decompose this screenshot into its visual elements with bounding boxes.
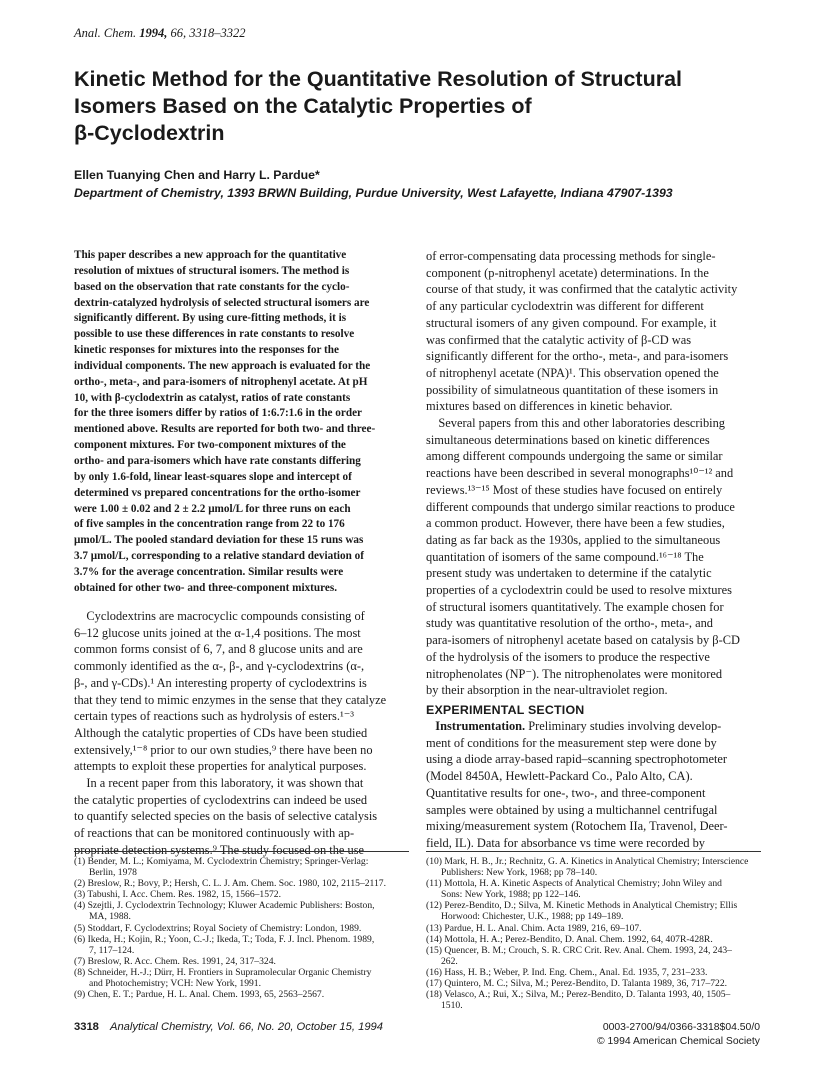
page-footer (74, 1021, 383, 1033)
reference-line: Publishers: New York, 1968; pp 78–140. (441, 867, 598, 879)
abstract-line: ortho- and para-isomers which have rate constants differing (74, 454, 361, 467)
body-text-line: structural isomers of any given compound. For example, it (426, 315, 717, 330)
abstract-line: were 1.00 ± 0.02 and 2 ± 2.2 μmol/L for three runs on each (74, 502, 351, 515)
body-text-line: using a diode array-based rapid–scanning spectrophotometer (426, 752, 728, 767)
body-text-line: study was quantitative resolution of the ortho-, meta-, and (426, 616, 713, 631)
body-text-line: significantly different for the ortho-, meta-, and para-isomers (426, 349, 729, 364)
abstract (74, 248, 409, 597)
reference-line: Berlin, 1978 (89, 867, 137, 879)
body-text-line: different compounds that undergo similar reactions to produce (426, 499, 735, 514)
abstract-line: determined vs prepared concentrations for the ortho-isomer (74, 486, 361, 499)
body-text-line: extensively,¹⁻⁸ prior to our own studies,⁹ there have been no (74, 742, 373, 757)
abstract-line: 3.7% for the average concentration. Similar results were (74, 565, 344, 578)
reference-line: (17) Quintero, M. C.; Silva, M.; Perez-Bendito, D. Talanta 1989, 36, 717–722. (426, 978, 728, 990)
body-text-line: of error-compensating data processing methods for single- (426, 249, 716, 263)
references-divider (74, 851, 409, 852)
author-list: Ellen Tuanying Chen and Harry L. Pardue* (74, 168, 320, 182)
reference-line: (13) Pardue, H. L. Anal. Chim. Acta 1989, 216, 69–107. (426, 922, 642, 934)
title-line: Isomers Based on the Catalytic Properties of (74, 94, 532, 118)
reference-line: and Photochemistry; VCH: New York, 1991. (89, 978, 261, 990)
body-text-line: of any particular cyclodextrin was different for different (426, 299, 704, 314)
left-column-body (74, 608, 409, 859)
abstract-line: μmol/L. The pooled standard deviation for these 15 runs was (74, 534, 364, 547)
references-list-right (426, 856, 761, 1011)
body-text-line: properties of a cyclodextrin could be used to resolve mixtures (426, 583, 732, 598)
body-text-line: attempts to exploit these properties for analytical purposes. (74, 759, 367, 774)
abstract-line: 10, with β-cyclodextrin as catalyst, ratios of rate constants (74, 391, 351, 404)
reference-line: (14) Mottola, H. A.; Perez-Bendito, D. Anal. Chem. 1992, 64, 407R-428R. (426, 933, 713, 945)
article-code: 0003-2700/94/0366-3318$04.50/0 (602, 1022, 760, 1033)
body-text-line: nitrophenolates (NP⁻). The nitrophenolates were monitored (426, 666, 723, 681)
body-text-line: that they tend to mimic enzymes in the sense that they catalyze (74, 692, 387, 707)
reference-line: (15) Quencer, B. M.; Crouch, S. R. CRC Crit. Rev. Anal. Chem. 1993, 24, 243– (426, 944, 732, 956)
abstract-line: component mixtures. For two-component mixtures of the (74, 439, 346, 452)
reference-line: (6) Ikeda, H.; Kojin, R.; Yoon, C.-J.; Ikeda, T.; Toda, F. J. Incl. Phenom. 1989, (74, 933, 375, 945)
reference-line: (11) Mottola, H. A. Kinetic Aspects of Analytical Chemistry; John Wiley and (426, 878, 722, 890)
references-list-left (74, 856, 409, 1000)
body-text-line (426, 718, 761, 735)
body-text-line: mixing/measurement system (Rotochem IIa, Travenol, Deer- (426, 819, 728, 834)
reference-line: (8) Schneider, H.-J.; Dürr, H. Frontiers in Supramolecular Organic Chemistry (74, 966, 372, 978)
body-text-line: field, IL). Data for absorbance vs time were recorded by (426, 835, 706, 850)
body-text-line: samples were obtained by using a multichannel centrifugal (426, 802, 718, 817)
abstract-line: by only 1.6-fold, linear least-squares slope and intercept of (74, 470, 352, 483)
reference-line: (7) Breslow, R. Acc. Chem. Res. 1991, 24, 317–324. (74, 955, 276, 967)
reference-line: (3) Tabushi, I. Acc. Chem. Res. 1982, 15, 1566–1572. (74, 889, 281, 901)
abstract-line: This paper describes a new approach for the quantitative (74, 249, 347, 261)
body-text-line: mixtures based on differences in kinetic behavior. (426, 399, 673, 414)
body-text-line: was confirmed that the catalytic activity of β-CD was (426, 332, 692, 347)
reference-line: (9) Chen, E. T.; Pardue, H. L. Anal. Chem. 1993, 65, 2563–2567. (74, 989, 325, 1001)
reference-line: 262. (441, 955, 458, 967)
abstract-line: dextrin-catalyzed hydrolysis of selected structural isomers are (74, 296, 370, 309)
journal-volume: 66, (170, 26, 187, 40)
body-text-line: to quantify selected species on the basis of selective catalysis (74, 809, 378, 824)
author-affiliation: Department of Chemistry, 1393 BRWN Building, Purdue University, West Lafayette, Indiana 47907-1393 (74, 186, 673, 200)
body-text-run: Preliminary studies involving develop- (525, 719, 722, 733)
abstract-line: 3.7 μmol/L, corresponding to a relative standard deviation of (74, 550, 364, 563)
references-divider (426, 851, 761, 852)
body-text-line: ment of conditions for the measurement step were done by (426, 735, 717, 750)
reference-line: (16) Hass, H. B.; Weber, P. Ind. Eng. Chem., Anal. Ed. 1935, 7, 231–233. (426, 966, 708, 978)
body-text-line: of structural isomers quantitatively. The example chosen for (426, 599, 724, 614)
body-text-line: commonly identified as the α-, β-, and γ-cyclodextrins (α-, (74, 659, 365, 674)
body-text-line: component (p-nitrophenyl acetate) determinations. In the (426, 265, 709, 280)
body-text-line: possibility of simulatneous quantitation of these isomers in (426, 382, 719, 397)
body-text-line: dating as far back as the 1930s, applied to the simultaneous (426, 532, 721, 547)
journal-name: Anal. Chem. (74, 26, 137, 40)
body-text-line: propriate detection systems.⁹ The study focused on the use (74, 842, 365, 857)
abstract-line: ortho-, meta-, and para-isomers of nitrophenyl acetate. At pH (74, 375, 368, 388)
article-title (74, 66, 774, 147)
reference-line: (2) Breslow, R.; Bovy, P.; Hersh, C. L. J. Am. Chem. Soc. 1980, 102, 2115–2117. (74, 878, 386, 890)
body-text-line: present study was undertaken to determine if the catalytic (426, 566, 712, 581)
body-text-line: simultaneous determinations based on kinetic differences (426, 432, 710, 447)
abstract-line: kinetic responses for mixtures into the responses for the (74, 344, 339, 357)
page-number: 3318 (74, 1021, 99, 1033)
reference-line: (18) Velasco, A.; Rui, X.; Silva, M.; Perez-Bendito, D. Talanta 1993, 40, 1505– (426, 989, 731, 1001)
subsection-heading-instrumentation: Instrumentation. (435, 719, 526, 733)
abstract-line: for the three isomers differ by ratios of 1:6.7:1.6 in the order (74, 407, 363, 420)
abstract-line: individual components. The new approach is evaluated for the (74, 359, 371, 372)
body-text-line: of nitrophenyl acetate (NPA)¹. This observation opened the (426, 365, 719, 380)
reference-line: 7, 117–124. (89, 944, 135, 956)
body-text-line: reviews.¹³⁻¹⁵ Most of these studies have focused on entirely (426, 482, 723, 497)
reference-line: 1510. (441, 1000, 463, 1012)
body-text-line: common forms consist of 6, 7, and 8 glucose units and are (74, 642, 363, 657)
journal-year: 1994, (139, 26, 168, 40)
abstract-line: of five samples in the concentration range from 22 to 176 (74, 518, 345, 531)
abstract-line: obtained for other two- and three-component mixtures. (74, 581, 337, 594)
body-text-line: 6–12 glucose units joined at the α-1,4 positions. The most (74, 625, 361, 640)
section-heading-experimental: EXPERIMENTAL SECTION (426, 703, 585, 717)
footer-copyright-block (460, 1021, 760, 1048)
body-text-line: the catalytic properties of cyclodextrins can indeed be used (74, 792, 368, 807)
body-text-line: quantitation of isomers of the same compound.¹⁶⁻¹⁸ The (426, 549, 704, 564)
copyright-notice: © 1994 American Chemical Society (596, 1035, 760, 1047)
right-column-body (426, 248, 761, 699)
reference-line: MA, 1988. (89, 911, 131, 923)
body-text-line: course of that study, it was confirmed that the catalytic activity (426, 282, 738, 297)
journal-pages: 3318–3322 (189, 26, 246, 40)
body-text-line: Although the catalytic properties of CDs have been studied (74, 725, 368, 740)
body-text-line: of reactions that can be monitored continuously with ap- (74, 826, 355, 841)
abstract-line: significantly different. By using cure-fitting methods, it is (74, 312, 347, 325)
reference-line: (5) Stoddart, F. Cyclodextrins; Royal Society of Chemistry: London, 1989. (74, 922, 362, 934)
body-text-line: reactions have been described in several monographs¹⁰⁻¹² and (426, 466, 734, 481)
abstract-line: mentioned above. Results are reported for both two- and three- (74, 423, 376, 436)
title-line: β-Cyclodextrin (74, 121, 225, 145)
reference-line: (10) Mark, H. B., Jr.; Rechnitz, G. A. Kinetics in Analytical Chemistry; Interscience (426, 856, 749, 867)
body-text-line: certain types of reactions such as hydrolysis of esters.¹⁻³ (74, 709, 354, 724)
journal-citation-header (74, 26, 246, 41)
body-text-line: Several papers from this and other laboratories describing (426, 416, 726, 431)
footer-journal-issue: Analytical Chemistry, Vol. 66, No. 20, October 15, 1994 (110, 1021, 383, 1033)
abstract-line: based on the observation that rate constants for the cyclo- (74, 280, 350, 293)
body-text-line: by their absorption in the near-ultraviolet region. (426, 683, 668, 698)
body-text-line: (Model 8450A, Hewlett-Packard Co., Palo Alto, CA). (426, 769, 693, 784)
title-line: Kinetic Method for the Quantitative Resolution of Structural (74, 67, 682, 91)
body-text-line: para-isomers of nitrophenyl acetate based on catalysis by β-CD (426, 633, 740, 648)
abstract-line: resolution of mixtues of structural isomers. The method is (74, 264, 350, 277)
reference-line: (4) Szejtli, J. Cyclodextrin Technology; Kluwer Academic Publishers: Boston, (74, 900, 375, 912)
body-text-line: In a recent paper from this laboratory, it was shown that (74, 776, 364, 791)
instrumentation-paragraph (426, 718, 761, 852)
body-text-line: Quantitative results for one-, two-, and three-component (426, 785, 706, 800)
reference-line: Horwood: Chichester, U.K., 1988; pp 149–189. (441, 911, 624, 923)
reference-line: (12) Perez-Bendito, D.; Silva, M. Kinetic Methods in Analytical Chemistry; Ellis (426, 900, 738, 912)
reference-line: (1) Bender, M. L.; Komiyama, M. Cyclodextrin Chemistry; Springer-Verlag: (74, 856, 369, 867)
body-text-line: Cyclodextrins are macrocyclic compounds consisting of (74, 609, 365, 623)
body-text-line: a common product. However, there have been a few studies, (426, 516, 725, 531)
body-text-line: β-, and γ-CDs).¹ An interesting property of cyclodextrins is (74, 675, 367, 690)
reference-line: Sons: New York, 1988; pp 122–146. (441, 889, 581, 901)
body-text-line: of the hydrolysis of the isomers to produce the respective (426, 649, 710, 664)
abstract-line: possible to use these differences in rate constants to resolve (74, 328, 355, 341)
body-text-line: among different compounds undergoing the same or similar (426, 449, 723, 464)
